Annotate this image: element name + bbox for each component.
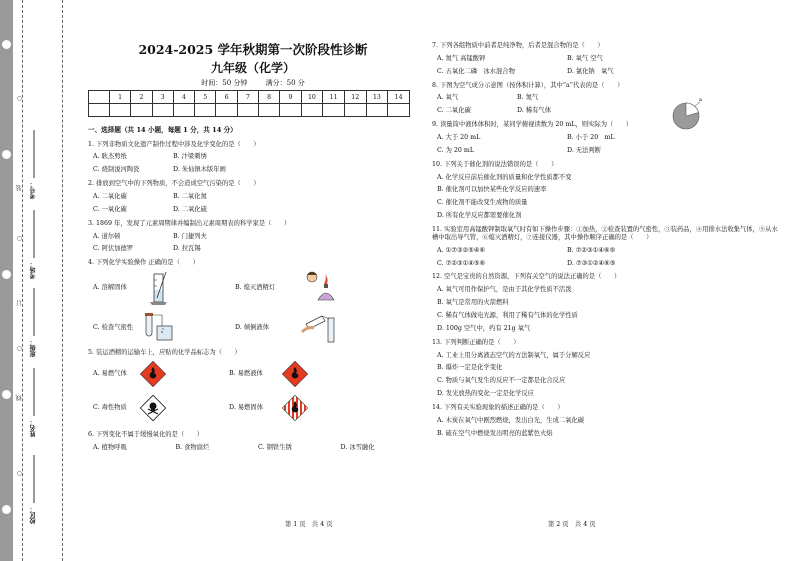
cut-line bbox=[62, 0, 63, 561]
question-stem: 4. 下列化学实验操作 正确的是（ ） bbox=[88, 259, 199, 267]
option[interactable]: C. 为 20 mL bbox=[437, 146, 475, 154]
option[interactable]: A. 大于 20 mL bbox=[437, 134, 481, 142]
option[interactable]: D. 朱仙镇木版年画 bbox=[173, 166, 226, 174]
question-8 bbox=[432, 82, 782, 116]
question-1 bbox=[88, 141, 418, 175]
seal-mark: ○ bbox=[16, 345, 23, 352]
score-header: 2 bbox=[131, 91, 152, 104]
option[interactable]: A. 木炭在氧气中剧烈燃烧，发出白光，生成二氧化碳 bbox=[437, 416, 585, 424]
option[interactable]: C. 烧制浚河陶瓷 bbox=[93, 166, 140, 174]
option[interactable]: C. 五氧化二磷 冰水混合物 bbox=[437, 67, 515, 75]
field-label: 班级： bbox=[30, 339, 37, 357]
score-header: 12 bbox=[344, 91, 366, 104]
answer-cell[interactable] bbox=[131, 104, 152, 117]
option[interactable]: B. 爆炸一定是化学变化 bbox=[437, 364, 503, 372]
blow-out-alcohol-lamp-image bbox=[300, 270, 340, 306]
page-footer-left: 第 1 页 共 4 页 bbox=[285, 521, 333, 528]
question-3 bbox=[88, 220, 418, 254]
punch-hole bbox=[2, 40, 11, 49]
option[interactable]: B. 氧气 空气 bbox=[567, 54, 603, 62]
option[interactable]: C. 毒性物质 bbox=[93, 404, 127, 412]
seal-mark: ○ bbox=[16, 470, 23, 477]
field-class[interactable] bbox=[30, 288, 38, 357]
air-composition-pie-chart bbox=[668, 96, 704, 132]
option[interactable]: D. 所有化学反应都需要催化剂 bbox=[437, 212, 522, 220]
punch-hole bbox=[2, 390, 11, 399]
answer-cell[interactable] bbox=[216, 104, 237, 117]
option[interactable]: D. 倾倒液体 bbox=[235, 324, 270, 332]
question-9 bbox=[432, 121, 782, 155]
exam-meta bbox=[88, 79, 418, 88]
option[interactable]: A. 二氧化碳 bbox=[93, 193, 127, 201]
question-10 bbox=[432, 161, 782, 220]
exam-score: 满分：50 分 bbox=[265, 78, 305, 87]
question-stem: 12. 空气是宝贵的自然资源，下列有关空气的说法正确的是（ ） bbox=[432, 273, 621, 281]
question-stem: 11. 实验室用高锰酸钾制取氧气时有如下操作步骤：①加热，②检查装置的气密性，③装药品，④用排水法收集气体，⑤从水槽中取出导气管，⑥熄灭酒精灯，⑦连接仪器，其中操作顺序正确的是（ ） bbox=[432, 226, 778, 241]
question-2 bbox=[88, 180, 418, 214]
option[interactable]: C. 二氧化碳 bbox=[437, 107, 471, 115]
option[interactable]: A. 溶解固体 bbox=[93, 284, 127, 292]
answer-cell[interactable] bbox=[173, 104, 194, 117]
score-header: 8 bbox=[259, 91, 280, 104]
score-header: 4 bbox=[173, 91, 194, 104]
seal-mark: 线 bbox=[16, 395, 23, 401]
score-header: 6 bbox=[216, 91, 237, 104]
section-heading: 一、选择题（共 14 小题，每题 1 分，共 14 分） bbox=[88, 126, 237, 135]
option[interactable]: A. 道尔顿 bbox=[93, 232, 121, 240]
punch-hole bbox=[2, 270, 11, 279]
binding-strip bbox=[0, 0, 70, 561]
option[interactable]: B. 氮气 bbox=[517, 94, 539, 102]
field-campus[interactable] bbox=[30, 455, 38, 524]
option[interactable]: C. 物质与氧气发生的反应不一定都是化合反应 bbox=[437, 377, 566, 385]
option[interactable]: B. 汴梁刺绣 bbox=[173, 153, 207, 161]
score-header: 9 bbox=[280, 91, 301, 104]
option[interactable]: A. ①⑦③②⑤④⑥ bbox=[437, 246, 486, 254]
flammable-liquid-sign-icon bbox=[282, 361, 308, 387]
question-stem: 5. 装运酒精的运输车上，应贴的化学品标志为（ ） bbox=[88, 349, 241, 357]
answer-cell[interactable] bbox=[152, 104, 173, 117]
question-stem: 8. 下图为空气成分示意图（按体积计算），其中“a”代表的是（ ） bbox=[432, 81, 624, 89]
question-stem: 7. 下列各组物质中前者是纯净物，后者是混合物的是（ ） bbox=[432, 42, 604, 49]
question-stem: 9. 读量筒中液体体积时，某同学俯视读数为 20 mL，则实际为（ ） bbox=[432, 121, 633, 129]
score-header-blank bbox=[89, 91, 110, 104]
score-table bbox=[88, 90, 410, 117]
field-exam-room[interactable] bbox=[30, 210, 38, 279]
flammable-gas-sign-icon bbox=[140, 361, 166, 387]
field-label: 考场： bbox=[30, 261, 37, 279]
score-header: 3 bbox=[152, 91, 173, 104]
seal-mark: 订 bbox=[16, 300, 23, 306]
toxic-substance-sign-icon bbox=[140, 395, 166, 421]
question-13 bbox=[432, 339, 782, 398]
seal-mark: ○ bbox=[16, 95, 23, 102]
option[interactable]: A. 耿杰剪纸 bbox=[93, 153, 127, 161]
exam-title: 2024-2025 学年秋期第一次阶段性诊断 bbox=[138, 42, 368, 57]
option[interactable]: D. 无法判断 bbox=[567, 146, 602, 154]
question-stem: 1. 下列非物质文化遗产制作过程中涉及化学变化的是（ ） bbox=[88, 140, 260, 148]
score-header: 5 bbox=[195, 91, 216, 104]
answer-cell[interactable] bbox=[366, 104, 388, 117]
question-stem: 10. 下列关于催化剂的说法错误的是（ ） bbox=[432, 160, 558, 168]
option[interactable]: D. 氯化钠 氧气 bbox=[567, 67, 614, 75]
option[interactable]: B. 门捷列夫 bbox=[173, 232, 207, 240]
field-exam-number[interactable] bbox=[30, 130, 38, 199]
option[interactable]: C. 阿伏加德罗 bbox=[93, 245, 134, 253]
score-header: 11 bbox=[323, 91, 345, 104]
flammable-solid-sign-icon bbox=[282, 395, 308, 421]
score-header: 7 bbox=[237, 91, 258, 104]
answer-cell[interactable] bbox=[109, 104, 130, 117]
option[interactable]: C. 催化剂不能改变生成物的质量 bbox=[437, 199, 528, 207]
option[interactable]: D. 发光放热的变化一定是化学反应 bbox=[437, 390, 534, 398]
option[interactable]: D. 100g 空气中，约有 21g 氧气 bbox=[437, 324, 531, 332]
question-11 bbox=[432, 226, 782, 267]
option[interactable]: C. 稀有气体做电光源，利用了稀有气体的化学性质 bbox=[437, 312, 578, 320]
question-4 bbox=[88, 259, 418, 347]
option[interactable]: D. 二氧化硫 bbox=[173, 205, 208, 213]
option[interactable]: C. ⑦②③①④⑤⑥ bbox=[437, 259, 486, 267]
answer-cell[interactable] bbox=[301, 104, 323, 117]
answer-cell[interactable] bbox=[237, 104, 258, 117]
page-footer-right: 第 2 页 共 4 页 bbox=[548, 521, 596, 528]
option[interactable]: C. 检查气密性 bbox=[93, 324, 134, 332]
exam-time: 时间：50 分钟 bbox=[201, 78, 248, 87]
option[interactable]: A. 工业上用分离液态空气的方法制氧气，属于分解反应 bbox=[437, 351, 591, 359]
option[interactable]: D. ⑦③①②④⑥⑤ bbox=[567, 259, 616, 267]
option[interactable]: D. 冰雪融化 bbox=[340, 443, 375, 451]
question-12 bbox=[432, 273, 782, 332]
binding-bar bbox=[0, 0, 13, 561]
question-stem: 3. 1869 年，发现了元素周期律并编制出元素周期表的科学家是（ ） bbox=[88, 219, 291, 227]
field-label: 考号： bbox=[30, 181, 37, 199]
option[interactable]: B. 易燃液体 bbox=[229, 370, 263, 378]
pour-liquid-image bbox=[300, 310, 340, 346]
question-6 bbox=[88, 431, 418, 452]
page-1 bbox=[88, 38, 418, 452]
answer-cell[interactable] bbox=[323, 104, 345, 117]
pie-label-a: a bbox=[699, 97, 702, 103]
option[interactable]: D. 拉瓦锡 bbox=[173, 245, 201, 253]
option[interactable]: A. 氮气 高锰酸钾 bbox=[437, 54, 486, 62]
answer-cell[interactable] bbox=[344, 104, 366, 117]
page-2 bbox=[432, 38, 782, 438]
check-airtightness-image bbox=[140, 310, 180, 346]
option[interactable]: C. 钢铁生锈 bbox=[258, 443, 292, 451]
option[interactable]: A. 易燃气体 bbox=[93, 370, 127, 378]
option[interactable]: B. 小于 20 mL bbox=[567, 134, 615, 142]
answer-cell[interactable] bbox=[89, 104, 110, 117]
option[interactable]: B. 催化剂可以加快某些化学反应的速率 bbox=[437, 186, 547, 194]
answer-cell[interactable] bbox=[388, 104, 410, 117]
question-stem: 13. 下列判断正确的是（ ） bbox=[432, 338, 520, 346]
score-header: 1 bbox=[109, 91, 130, 104]
dissolve-solid-graduated-cylinder-image bbox=[140, 270, 180, 306]
question-7 bbox=[432, 42, 782, 76]
question-stem: 2. 排放到空气中的下列物质，不会造成空气污染的是（ ） bbox=[88, 180, 260, 188]
option[interactable]: A. 氧气 bbox=[437, 94, 459, 102]
question-5 bbox=[88, 349, 418, 425]
exam-subtitle: 九年级（化学） bbox=[210, 60, 295, 75]
option[interactable]: A. 植物呼吸 bbox=[93, 443, 127, 451]
option[interactable]: B. ⑦②③①④⑥⑤ bbox=[567, 246, 616, 254]
answer-cell[interactable] bbox=[259, 104, 280, 117]
option[interactable]: C. 一氧化碳 bbox=[93, 205, 127, 213]
seal-mark: 装 bbox=[16, 185, 23, 191]
field-label: 姓名： bbox=[30, 419, 37, 437]
punch-hole bbox=[2, 505, 11, 514]
option[interactable]: B. 熄灭酒精灯 bbox=[235, 284, 276, 292]
question-14 bbox=[432, 404, 782, 438]
option[interactable]: D. 易燃固体 bbox=[229, 404, 264, 412]
score-header: 14 bbox=[388, 91, 410, 104]
answer-cell[interactable] bbox=[195, 104, 216, 117]
option[interactable]: B. 氧气是常用的火箭燃料 bbox=[437, 299, 509, 307]
option[interactable]: B. 食物腐烂 bbox=[175, 443, 210, 451]
score-header: 13 bbox=[366, 91, 388, 104]
option[interactable]: A. 氧气可用作保护气，是由于其化学性质不活泼 bbox=[437, 286, 572, 294]
punch-hole bbox=[2, 150, 11, 159]
option[interactable]: D. 稀有气体 bbox=[517, 107, 552, 115]
score-header: 10 bbox=[301, 91, 323, 104]
field-name[interactable] bbox=[30, 368, 38, 437]
seal-mark: ○ bbox=[16, 235, 23, 242]
option[interactable]: B. 二氧化氮 bbox=[173, 193, 207, 201]
question-stem: 14. 下列有关实验现象的描述正确的是（ ） bbox=[432, 404, 564, 412]
option[interactable]: B. 硫在空气中燃烧发出明亮的蓝紫色火焰 bbox=[437, 429, 553, 437]
option[interactable]: A. 化学反应前后催化剂的质量和化学性质都不变 bbox=[437, 173, 572, 181]
question-stem: 6. 下列变化不属于缓慢氧化的是（ ） bbox=[88, 431, 204, 439]
field-label: 校区： bbox=[30, 506, 37, 524]
answer-cell[interactable] bbox=[280, 104, 301, 117]
